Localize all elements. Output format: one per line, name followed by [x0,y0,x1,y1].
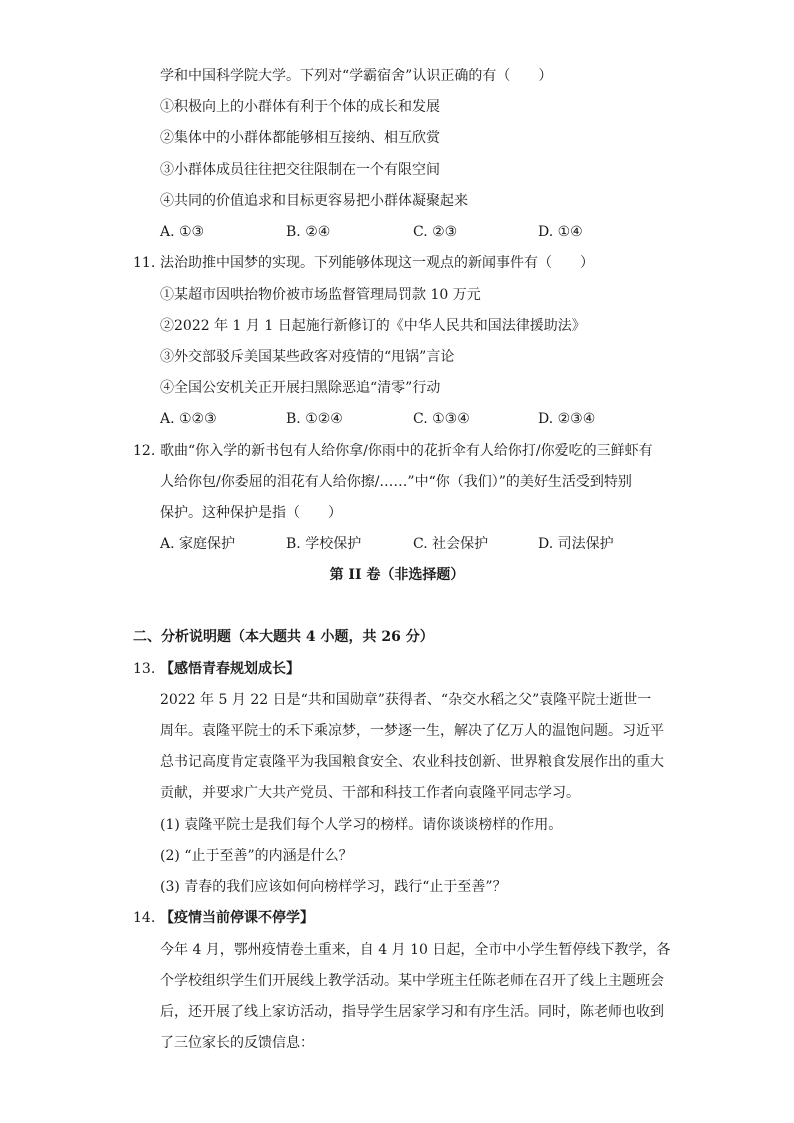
q14-heading: 【疫情当前停课不停学】 [160,910,314,926]
q12-stem-line-3: 保护。这种保护是指（ ） [160,505,342,521]
q14-paragraph-line-4: 了三位家长的反馈信息： [160,1035,314,1051]
q10-option-a[interactable]: A. ①③ [160,224,205,240]
q13-heading: 【感悟青春规划成长】 [160,661,300,677]
q11-option-c[interactable]: C. ①③④ [413,411,470,427]
q13-sub-question-1: (1) 袁隆平院士是我们每个人学习的榜样。请你谈谈榜样的作用。 [160,817,563,833]
q12-number: 12. [133,443,156,459]
q10-option-c[interactable]: C. ②③ [413,224,458,240]
q12-option-d[interactable]: D. 司法保护 [538,536,614,552]
q13-paragraph-line-3: 总书记高度肯定袁隆平为我国粮食安全、农业科技创新、世界粮食发展作出的重大 [160,754,664,770]
q12-stem-line-1: 歌曲“你入学的新书包有人给你拿/你雨中的花折伞有人给你打/你爱吃的三鲜虾有 [160,443,653,459]
q10-item-1: ①积极向上的小群体有利于个体的成长和发展 [160,99,440,115]
q14-number: 14. [133,910,156,926]
q13-paragraph-line-4: 贡献，并要求广大共产党员、干部和科技工作者向袁隆平同志学习。 [160,785,580,801]
q10-item-2: ②集体中的小群体都能够相互接纳、相互欣赏 [160,130,440,146]
q11-option-d[interactable]: D. ②③④ [538,411,596,427]
q14-paragraph-line-1: 今年 4 月，鄂州疫情卷土重来，自 4 月 10 日起，全市中小学生暂停线下教学，各 [160,942,671,958]
q11-option-a[interactable]: A. ①②③ [160,411,217,427]
q10-options [160,222,720,242]
q10-item-3: ③小群体成员往往把交往限制在一个有限空间 [160,162,440,178]
q11-number: 11. [133,255,156,271]
q12-option-c[interactable]: C. 社会保护 [413,536,489,552]
q11-options [160,409,720,429]
q10-option-b[interactable]: B. ②④ [286,224,331,240]
q11-item-3: ③外交部驳斥美国某些政客对疫情的“甩锅”言论 [160,349,455,365]
q13-sub-question-3: (3) 青春的我们应该如何向榜样学习，践行“止于至善”？ [160,879,507,895]
q11-item-4: ④全国公安机关正开展扫黑除恶追“清零”行动 [160,380,441,396]
q10-option-d[interactable]: D. ①④ [538,224,583,240]
q12-option-b[interactable]: B. 学校保护 [286,536,362,552]
q13-number: 13. [133,661,156,677]
q13-sub-question-2: (2) “止于至善”的内涵是什么？ [160,848,353,864]
q12-option-a[interactable]: A. 家庭保护 [160,536,236,552]
q11-option-b[interactable]: B. ①②④ [286,411,343,427]
q14-paragraph-line-2: 个学校组织学生们开展线上教学活动。某中学班主任陈老师在召开了线上主题班会 [160,973,664,989]
q13-paragraph-line-2: 周年。袁隆平院士的禾下乘凉梦，一梦逐一生，解决了亿万人的温饱问题。习近平 [160,723,664,739]
q12-options [160,534,720,554]
q14-paragraph-line-3: 后，还开展了线上家访活动，指导学生居家学习和有序生活。同时，陈老师也收到 [160,1004,664,1020]
q11-item-2: ②2022 年 1 月 1 日起施行新修订的《中华人民共和国法律援助法》 [160,318,586,334]
q11-stem: 法治助推中国梦的实现。下列能够体现这一观点的新闻事件有（ ） [160,255,594,271]
q10-stem-continuation: 学和中国科学院大学。下列对“学霸宿舍”认识正确的有（ ） [160,68,553,84]
volume-title: 第 II 卷（非选择题） [329,567,465,583]
q12-stem-line-2: 人给你包/你委屈的泪花有人给你擦/……”中“你（我们）”的美好生活受到特别 [160,474,632,490]
q10-item-4: ④共同的价值追求和目标更容易把小群体凝聚起来 [160,193,468,209]
section-title: 二、分析说明题（本大题共 4 小题，共 26 分） [133,629,434,645]
q13-paragraph-line-1: 2022 年 5 月 22 日是“共和国勋章”获得者、“杂交水稻之父”袁隆平院士逝世一 [160,692,652,708]
q11-item-1: ①某超市因哄抬物价被市场监督管理局罚款 10 万元 [160,287,481,303]
